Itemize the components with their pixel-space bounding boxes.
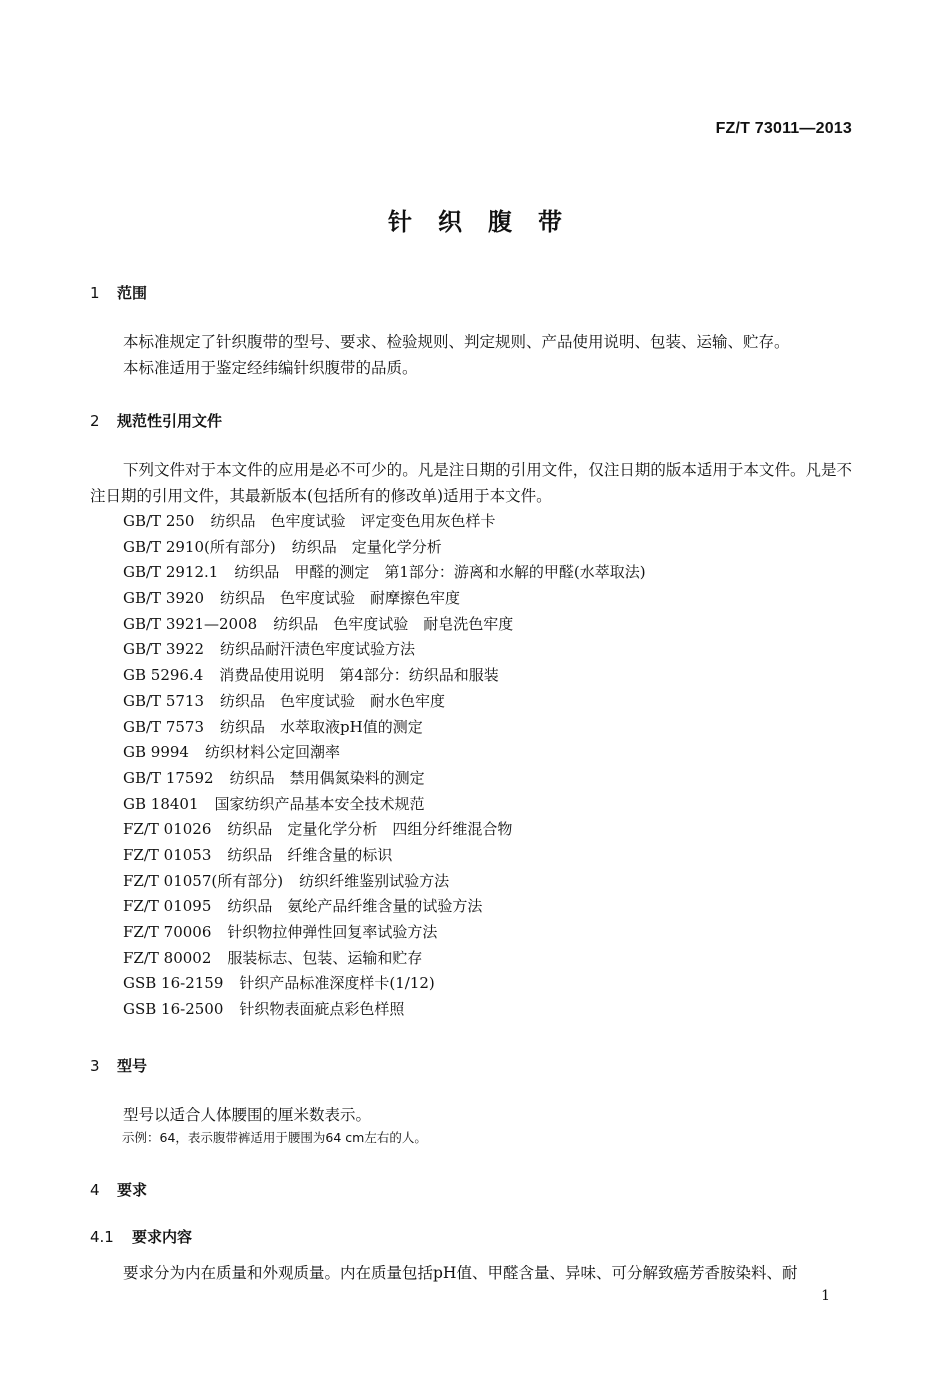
reference-title: 国家纺织产品基本安全技术规范 <box>214 794 425 813</box>
section-title: 要求 <box>117 1181 148 1199</box>
section-4-1-heading <box>90 1226 192 1247</box>
section-2-heading <box>90 410 222 431</box>
reference-code: GB/T 250 <box>123 512 195 530</box>
reference-item <box>123 612 646 638</box>
reference-title: 纺织品 氨纶产品纤维含量的试验方法 <box>227 897 483 916</box>
reference-code: GB/T 2912.1 <box>123 563 219 582</box>
section-title: 型号 <box>117 1057 148 1075</box>
reference-item <box>123 894 646 920</box>
reference-title: 消费品使用说明 第4部分：纺织品和服装 <box>219 666 499 685</box>
reference-title: 纺织品 定量化学分析 <box>291 537 442 556</box>
reference-item <box>123 792 646 818</box>
section-number: 4 <box>90 1181 100 1199</box>
reference-title: 纺织品 水萃取液pH值的测定 <box>220 717 423 736</box>
reference-code: FZ/T 01053 <box>123 845 212 864</box>
reference-title: 针织产品标准深度样卡(1/12) <box>239 974 435 993</box>
reference-item <box>123 586 646 612</box>
reference-code: GSB 16-2500 <box>123 1000 224 1019</box>
reference-item <box>123 869 646 895</box>
reference-code: GB/T 17592 <box>123 768 214 787</box>
page-number: 1 <box>821 1288 830 1304</box>
reference-code: FZ/T 70006 <box>123 923 212 941</box>
reference-title: 服装标志、包装、运输和贮存 <box>227 948 423 967</box>
reference-code: GB 18401 <box>123 794 199 813</box>
reference-item <box>123 637 646 663</box>
reference-item <box>123 946 646 972</box>
section-title: 范围 <box>117 284 148 302</box>
page-title: 针织腹带 <box>388 208 588 236</box>
section-3-example: 示例：64，表示腹带裤适用于腰围为64 cm左右的人。 <box>122 1130 427 1145</box>
normative-references-list <box>123 509 646 1023</box>
section-number: 3 <box>90 1057 100 1075</box>
section-4-heading <box>90 1179 147 1200</box>
section-number: 2 <box>90 412 100 430</box>
reference-item <box>123 689 646 715</box>
reference-code: GSB 16-2159 <box>123 974 224 993</box>
reference-title: 针织物表面疵点彩色样照 <box>239 1000 405 1019</box>
reference-item <box>123 560 646 586</box>
section-1-heading <box>90 282 147 303</box>
reference-title: 纺织品耐汗渍色牢度试验方法 <box>220 640 416 659</box>
reference-item <box>123 715 646 741</box>
reference-title: 纺织品 甲醛的测定 第1部分：游离和水解的甲醛(水萃取法) <box>234 563 646 582</box>
reference-item <box>123 535 646 561</box>
reference-code: FZ/T 01057(所有部分) <box>123 871 284 890</box>
reference-code: GB/T 2910(所有部分) <box>123 537 276 556</box>
reference-item <box>123 740 646 766</box>
reference-item <box>123 920 646 946</box>
reference-item <box>123 817 646 843</box>
document-code: FZ/T 73011—2013 <box>715 120 852 137</box>
reference-code: GB 9994 <box>123 743 189 762</box>
reference-code: FZ/T 80002 <box>123 948 212 967</box>
reference-title: 纺织纤维鉴别试验方法 <box>299 871 450 890</box>
reference-title: 纺织品 色牢度试验 耐摩擦色牢度 <box>220 589 461 608</box>
reference-title: 纺织品 定量化学分析 四组分纤维混合物 <box>227 820 513 839</box>
section-number: 4.1 <box>90 1228 114 1246</box>
reference-item <box>123 663 646 689</box>
section-1-paragraph-1: 本标准规定了针织腹带的型号、要求、检验规则、判定规则、产品使用说明、包装、运输、贮存。 <box>123 333 790 351</box>
reference-code: GB 5296.4 <box>123 666 204 685</box>
reference-code: GB/T 3920 <box>123 589 205 608</box>
section-title: 规范性引用文件 <box>117 412 223 430</box>
reference-title: 纺织品 色牢度试验 评定变色用灰色样卡 <box>210 512 496 530</box>
section-2-intro: 下列文件对于本文件的应用是必不可少的。凡是注日期的引用文件，仅注日期的版本适用于本文件。凡是不注日期的引用文件，其最新版本(包括所有的修改单)适用于本文件。 <box>90 461 852 505</box>
section-4-1-paragraph: 要求分为内在质量和外观质量。内在质量包括pH值、甲醛含量、异味、可分解致癌芳香胺染料、耐 <box>123 1264 798 1282</box>
reference-code: GB/T 5713 <box>123 691 205 710</box>
reference-title: 纺织品 纤维含量的标识 <box>227 845 393 864</box>
reference-code: GB/T 3922 <box>123 640 205 659</box>
reference-title: 纺织材料公定回潮率 <box>204 743 340 762</box>
reference-title: 纺织品 禁用偶氮染料的测定 <box>229 768 425 787</box>
reference-title: 纺织品 色牢度试验 耐水色牢度 <box>220 691 446 710</box>
section-1-paragraph-2: 本标准适用于鉴定经纬编针织腹带的品质。 <box>123 359 418 377</box>
reference-item <box>123 843 646 869</box>
section-title: 要求内容 <box>132 1228 193 1246</box>
section-3-paragraph: 型号以适合人体腰围的厘米数表示。 <box>123 1106 372 1124</box>
reference-item <box>123 766 646 792</box>
section-number: 1 <box>90 284 100 302</box>
reference-code: GB/T 7573 <box>123 717 205 736</box>
reference-code: FZ/T 01026 <box>123 820 212 839</box>
reference-title: 纺织品 色牢度试验 耐皂洗色牢度 <box>273 614 514 633</box>
reference-code: FZ/T 01095 <box>123 897 212 916</box>
section-3-heading <box>90 1055 147 1076</box>
reference-code: GB/T 3921—2008 <box>123 614 258 633</box>
reference-item <box>123 509 646 535</box>
reference-title: 针织物拉伸弹性回复率试验方法 <box>227 923 438 941</box>
reference-item <box>123 971 646 997</box>
reference-item <box>123 997 646 1023</box>
